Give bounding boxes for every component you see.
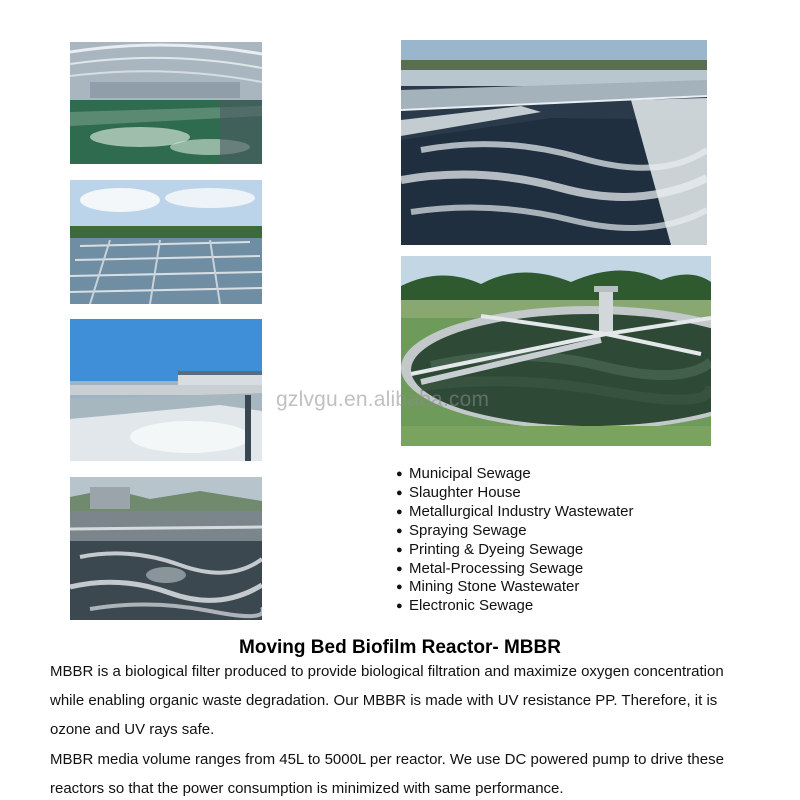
- bullet-icon: ●: [396, 486, 403, 499]
- application-item: [396, 484, 634, 503]
- bullet-icon: ●: [396, 505, 403, 518]
- product-title: Moving Bed Biofilm Reactor- MBBR: [239, 637, 561, 658]
- bullet-icon: ●: [396, 600, 403, 613]
- bullet-icon: ●: [396, 562, 403, 575]
- application-item: [396, 597, 634, 616]
- application-item: [396, 560, 634, 579]
- applications-list: [396, 465, 634, 616]
- application-item: [396, 541, 634, 560]
- aeration-channel-photo: [70, 319, 262, 461]
- outdoor-treatment-pools-photo: [70, 180, 262, 304]
- description-line: MBBR media volume ranges from 45L to 5000L per reactor. We use DC powered pump to drive these: [50, 751, 724, 768]
- mbbr-basin-media-photo: [401, 40, 707, 245]
- application-label: Electronic Sewage: [409, 597, 534, 615]
- bullet-icon: ●: [396, 543, 403, 556]
- watermark: gzlvgu.en.alibaba.com: [276, 388, 490, 411]
- description-line: ozone and UV rays safe.: [50, 721, 215, 738]
- application-item: [396, 503, 634, 522]
- bullet-icon: ●: [396, 581, 403, 594]
- application-label: Mining Stone Wastewater: [409, 578, 580, 596]
- application-item: [396, 578, 634, 597]
- application-label: Metallurgical Industry Wastewater: [409, 502, 634, 520]
- rotary-reactor-photo: [401, 256, 711, 446]
- bullet-icon: ●: [396, 468, 403, 480]
- application-item: [396, 465, 634, 484]
- application-label: Printing & Dyeing Sewage: [409, 540, 584, 558]
- application-label: Metal-Processing Sewage: [409, 559, 584, 577]
- description-line: while enabling organic waste degradation. Our MBBR is made with UV resistance PP. Therefore, it is: [50, 692, 718, 709]
- indoor-mbbr-tank-photo: [70, 42, 262, 164]
- clarifier-plant-photo: [70, 477, 262, 620]
- bullet-icon: ●: [396, 524, 403, 537]
- description-line: MBBR is a biological filter produced to provide biological filtration and maximize oxygen concentration: [50, 663, 724, 680]
- description-line: reactors so that the power consumption is minimized with same performance.: [50, 780, 564, 797]
- application-label: Slaughter House: [409, 483, 521, 501]
- application-label: Spraying Sewage: [409, 521, 527, 539]
- application-item: [396, 522, 634, 541]
- application-label: Municipal Sewage: [409, 465, 531, 482]
